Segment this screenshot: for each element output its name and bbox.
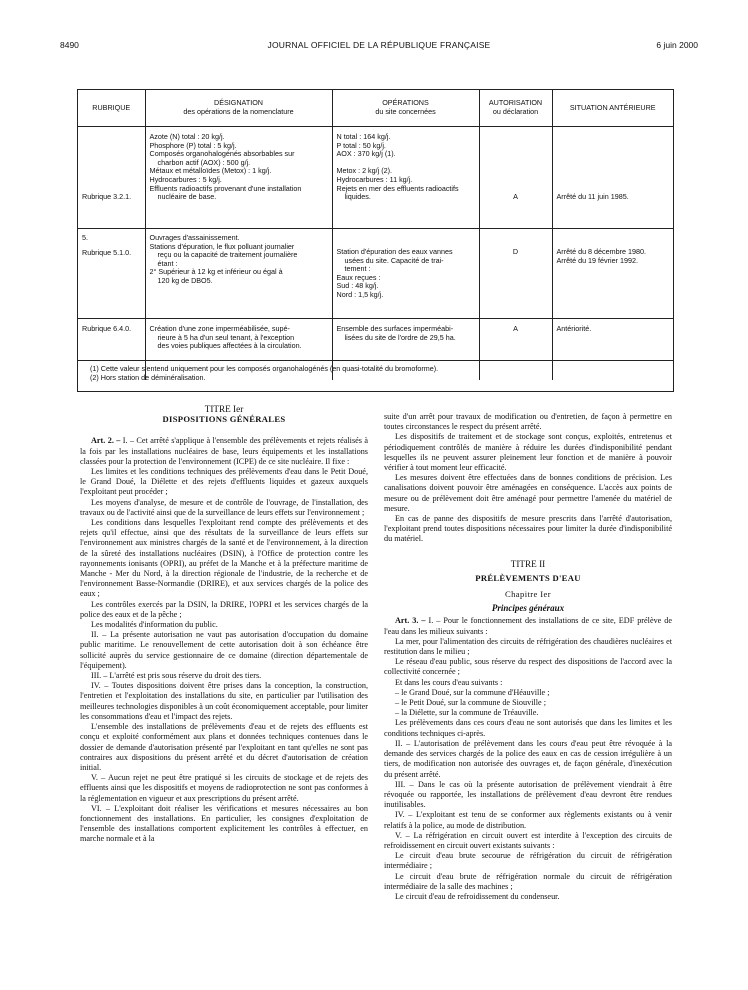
designation-cell: Ouvrages d'assainissement. Stations d'épuration, le flux polluant journalier reçu ou la capacité de traitement journalière étant : 2° Supérieur à 12 kg et inférieur ou égal à 120 kg de DBO5.	[145, 229, 332, 319]
rubrique-cell: 5. Rubrique 5.1.0.	[78, 229, 145, 319]
right-column	[384, 412, 672, 902]
paragraph: Les limites et les conditions techniques des prélèvements d'eau dans le Petit Doué, le Grand Doué, la Diélette et des rejets d'effluents liquides et gazeux auxquels l'exploitant peut procéder ;	[80, 467, 368, 497]
autorisation-cell: A	[513, 192, 518, 201]
list-item: – la Diélette, sur la commune de Tréauville.	[395, 708, 539, 718]
paragraph: Les dispositifs de traitement et de stockage sont conçus, exploités, entretenus et périodiquement contrôlés de manière à réduire les durées d'indisponibilité pendant lesquelles ils ne peuvent assurer pleinement leur fonction et de manière à pouvoir vérifier à tout moment leur efficacité.	[384, 432, 672, 473]
titre-heading: TITRE Ier	[204, 404, 244, 414]
chapitre-title: Principes généraux	[491, 603, 565, 614]
paragraph: Les modalités d'information du public.	[91, 620, 218, 630]
paragraph: Et dans les cours d'eau suivants :	[395, 677, 503, 687]
paragraph: Le circuit d'eau de refroidissement du condenseur.	[395, 891, 560, 901]
paragraph: III. – Dans le cas où la présente autorisation de prélèvement viendrait à être révoquée ou rapportée, les installations de prélèvement d'eau devront être rendues inutilisables.	[384, 779, 672, 810]
paragraph: IV. – Toutes dispositions doivent être prises dans la conception, la construction, l'entretien et l'exploitation des installations du site, en particulier par l'utilisation des meilleures technologies disponibles à un coût économiquement acceptable, pour limiter les consommations d'eau et l'impact des rejets.	[80, 681, 368, 721]
table-row	[78, 127, 673, 229]
table-header-row	[78, 90, 673, 127]
list-item: – le Grand Doué, sur la commune d'Héauville ;	[395, 687, 550, 697]
paragraph: En cas de panne des dispositifs de mesure prescrits dans l'arrêté d'autorisation, l'exploitant prend toutes dispositions nécessaires pour limiter la durée d'indisponibilité du matériel.	[384, 514, 672, 544]
paragraph: III. – L'arrêté est pris sous réserve du droit des tiers.	[91, 671, 262, 681]
paragraph: IV. – L'exploitant est tenu de se conformer aux règlements existants ou à venir relatifs à la police, au mode de distribution.	[384, 810, 672, 830]
autorisation-cell: D	[512, 247, 519, 256]
page-header	[60, 40, 698, 54]
nomenclature-table	[77, 89, 674, 392]
rubrique-cell: Rubrique 3.2.1.	[82, 192, 132, 201]
paragraph: Le réseau d'eau public, sous réserve du respect des dispositions de l'accord avec la collectivité concernée ;	[384, 657, 672, 677]
paragraph: Les mesures doivent être effectuées dans de bonnes conditions de précision. Les canalisations doivent pouvoir être aménagées en conséquence. L'accès aux points de mesure ou de prélèvement doit être aménagé pour permettre l'amenée du matériel de mesure.	[384, 473, 672, 513]
paragraph: Les moyens d'analyse, de mesure et de contrôle de l'ouvrage, de l'installation, des travaux ou de l'activité ainsi que de la surveillance de leurs effets sur l'environnement ;	[80, 497, 368, 517]
operations-cell: Station d'épuration des eaux vannes usées du site. Capacité de trai- tement : Eaux reçues : Sud : 48 kg/j. Nord : 1,5 kg/j.	[332, 229, 479, 319]
operations-cell: Ensemble des surfaces imperméabi- lisées du site de l'ordre de 29,5 ha.	[332, 319, 479, 381]
table-footnotes	[78, 360, 673, 391]
paragraph: VI. – L'exploitant doit réaliser les vérifications et mesures nécessaires au bon fonctionnement des installations. En particulier, les consignes d'exploitation de l'ensemble des installations comportent explicitement les contrôles à effectuer, en marche normale et à la	[80, 803, 368, 844]
header-operations: OPÉRATIONS du site concernées	[332, 90, 479, 127]
table-row	[78, 229, 673, 319]
paragraph: V. – Aucun rejet ne peut être pratiqué si les circuits de stockage et de rejets des effluents ainsi que les dispositifs et moyens de radioprotection ne sont pas conformes à la réglementation en vigueur et aux prescriptions du présent arrêté.	[80, 773, 368, 803]
header-designation: DÉSIGNATION des opérations de la nomenclature	[145, 90, 332, 127]
section-title: DISPOSITIONS GÉNÉRALES	[162, 414, 286, 425]
header-situation: SITUATION ANTÉRIEURE	[552, 90, 673, 127]
paragraph: Les conditions dans lesquelles l'exploitant rend compte des prélèvements et des rejets qu'il effectue, ainsi que des résultats de la surveillance de leurs effets sur l'environnement aux ministres chargés de la santé et de l'environnement, à la direction de la sûreté des installations nucléaires (DSIN), à l'Office de protection contre les rayonnements ionisants (OPRI), au préfet de la Manche et à la préfecture maritime de Manche - Mer du Nord, à la direction régionale de l'industrie, de la recherche et de l'environnement Basse-Normandie (DRIRE), et aux services chargés de la police des eaux ;	[80, 518, 368, 599]
header-autorisation: AUTORISATION ou déclaration	[479, 90, 552, 127]
paragraph: Les contrôles exercés par la DSIN, la DRIRE, l'OPRI et les services chargés de la police des eaux et de la pêche ;	[80, 599, 368, 619]
paragraph: V. – La réfrigération en circuit ouvert est interdite à l'exception des circuits de refroidissement en circuit ouvert existants suivants :	[384, 830, 672, 850]
paragraph: Les prélèvements dans ces cours d'eau ne sont autorisés que dans les limites et les conditions techniques ci-après.	[384, 718, 672, 738]
list-item: – le Petit Doué, sur la commune de Siouville ;	[395, 698, 546, 708]
situation-cell: Arrêté du 8 décembre 1980. Arrêté du 19 février 1992.	[552, 229, 673, 319]
paragraph: II. – La présente autorisation ne vaut pas autorisation d'occupation du domaine public maritime. Le renouvellement de cette autorisation doit à son échéance être sollicité auprès du service gestionnaire de ce domaine (direction départementale de l'équipement).	[80, 630, 368, 670]
header-rubrique: RUBRIQUE	[78, 90, 145, 127]
section-title: PRÉLÈVEMENTS D'EAU	[475, 572, 581, 583]
situation-cell: Antériorité.	[556, 324, 592, 333]
footnote: (1) Cette valeur s'entend uniquement pour les composés organohalogénés (en quasi-totalité du bromoforme).	[90, 364, 439, 373]
journal-title: JOURNAL OFFICIEL DE LA RÉPUBLIQUE FRANÇAISE	[267, 40, 491, 50]
rubrique-cell: Rubrique 6.4.0.	[78, 319, 145, 381]
left-column	[80, 404, 368, 845]
designation-cell: Azote (N) total : 20 kg/j. Phosphore (P) total : 5 kg/j. Composés organohalogénés absorbables sur charbon actif (AOX) : 500 g/j. Métaux et métalloïdes (Metox) : 1 kg/j. Hydrocarbures : 5 kg/j. Effluents radioactifs provenant d'une installation nucléaire de base.	[145, 127, 332, 229]
page-number: 8490	[60, 40, 79, 50]
paragraph: suite d'un arrêt pour travaux de modification ou d'entretien, de façon à permettre en toutes circonstances le respect du présent arrêté.	[384, 412, 672, 432]
autorisation-cell: A	[479, 319, 552, 381]
titre-heading: TITRE II	[510, 558, 546, 569]
operations-cell: N total : 164 kg/j. P total : 50 kg/j. AOX : 370 kg/j (1). Metox : 2 kg/j (2). Hydrocarbures : 11 kg/j. Rejets en mer des effluents radioactifs liquides.	[332, 127, 479, 229]
paragraph: L'ensemble des installations de prélèvements d'eau et de rejets des effluents est conçu et exploité conformément aux plans et données techniques contenues dans le dossier de demande d'autorisation présenté par l'exploitant en tant qu'elles ne sont pas contraires aux dispositions du présent arrêté et du décret d'autorisation de création initial.	[80, 722, 368, 772]
paragraph: Le circuit d'eau brute secourue de réfrigération du circuit de réfrigération intermédiaire ;	[384, 851, 672, 871]
chapitre-heading: Chapitre Ier	[504, 589, 552, 600]
article-label: Art. 3. –	[395, 616, 426, 626]
paragraph: Art. 3. – I. – Pour le fonctionnement des installations de ce site, EDF prélève de l'eau dans les milieux suivants :	[384, 616, 673, 636]
designation-cell: Création d'une zone imperméabilisée, supé- rieure à 5 ha d'un seul tenant, à l'exception des voies publiques affectées à la circulation.	[145, 319, 332, 381]
paragraph: La mer, pour l'alimentation des circuits de réfrigération des chaudières nucléaires et restitution dans le milieu ;	[384, 636, 672, 657]
footnote: (2) Hors station de déminéralisation.	[90, 372, 206, 382]
paragraph: Art. 2. – I. – Cet arrêté s'applique à l'ensemble des prélèvements et rejets réalisés à la fois par les installations nucléaires de base, leurs équipements et les installations classées pour la protection de l'environnement (ICPE) de ce site nucléaire. Il fixe :	[80, 436, 368, 466]
situation-cell: Arrêté du 11 juin 1985.	[556, 192, 629, 201]
paragraph: Le circuit d'eau brute de réfrigération normale du circuit de réfrigération intermédiaire de la salle des machines ;	[384, 871, 672, 891]
paragraph: II. – L'autorisation de prélèvement dans les cours d'eau peut être révoquée à la demande des services chargés de la police des eaux en cas de cession irrégulière à un tiers, de modification non autorisée des ouvrages et, de façon générale, d'inexécution du présent arrêté.	[384, 738, 672, 779]
publication-date: 6 juin 2000	[656, 40, 698, 50]
article-label: Art. 2. –	[91, 436, 121, 446]
